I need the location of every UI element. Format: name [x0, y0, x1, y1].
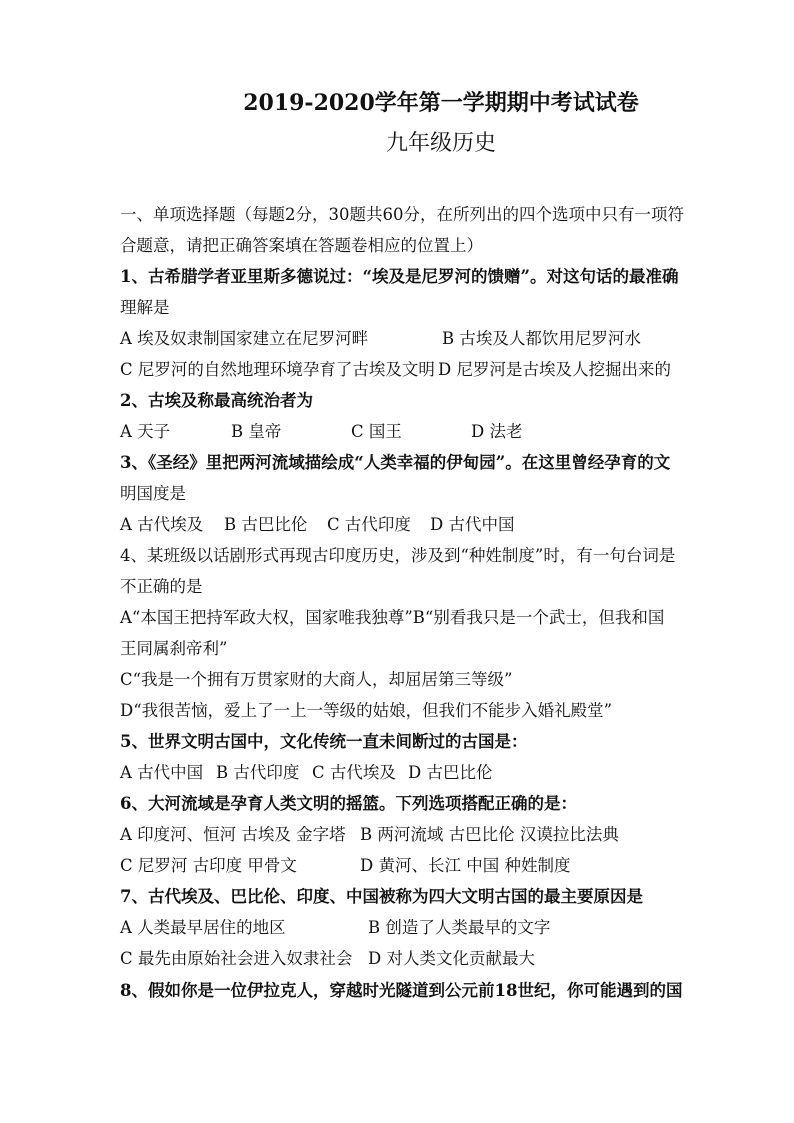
option-c: C 最先由原始社会进入奴隶社会: [120, 949, 353, 968]
option-b: B 两河流域 古巴比伦 汉谟拉比法典: [360, 825, 619, 844]
question-4-option-c: C“我是一个拥有万贯家财的大商人，却屈居第三等级”: [120, 670, 513, 689]
question-1-stem-line2: 理解是: [120, 298, 170, 317]
section-instructions-line2: 合题意，请把正确答案填在答题卷相应的位置上）: [120, 236, 483, 255]
option-d: D 尼罗河是古埃及人挖掘出来的: [438, 360, 671, 379]
question-1-options-row1: [120, 329, 641, 349]
question-1-options-row2: [120, 360, 671, 380]
option-b: B 古巴比伦: [224, 515, 308, 534]
option-c: C 尼罗河的自然地理环境孕育了古埃及文明: [120, 360, 435, 379]
question-7-stem: 7、古代埃及、巴比伦、印度、中国被称为四大文明古国的最主要原因是: [120, 887, 643, 906]
option-d: D 古代中国: [430, 515, 515, 534]
option-d: D 法老: [471, 422, 523, 441]
option-b: B 古埃及人都饮用尼罗河水: [442, 329, 641, 348]
question-4-option-b-cont: 王同属刹帝利”: [120, 639, 228, 658]
exam-subtitle: 九年级历史: [385, 131, 496, 156]
question-4-options-ab: [120, 608, 664, 628]
exam-title: 2019-2020学年第一学期期中考试试卷: [243, 90, 639, 116]
question-3-options: [120, 515, 514, 535]
question-6-options-row1: [120, 825, 619, 845]
question-8-stem: 8、假如你是一位伊拉克人，穿越时光隧道到公元前18世纪，你可能遇到的国: [120, 981, 683, 1000]
option-a: A 天子: [120, 422, 171, 441]
option-c: C 尼罗河 古印度 甲骨文: [120, 856, 297, 875]
question-7-options-row2: [120, 949, 535, 969]
option-a: A“本国王把持军政大权，国家唯我独尊”: [120, 608, 413, 627]
option-a: A 古代埃及: [120, 515, 204, 534]
question-7-options-row1: [120, 918, 550, 938]
option-d: D 古巴比伦: [408, 763, 493, 782]
question-4-stem-line1: 4、某班级以话剧形式再现古印度历史，涉及到“种姓制度”时，有一句台词是: [120, 546, 676, 565]
question-5-options: [120, 763, 492, 783]
option-c: C 古代印度: [327, 515, 411, 534]
question-6-stem: 6、大河流域是孕育人类文明的摇篮。下列选项搭配正确的是：: [120, 794, 577, 813]
section-instructions-line1: 一、单项选择题（每题2分，30题共60分，在所列出的四个选项中只有一项符: [120, 205, 684, 224]
option-c: C 古代埃及: [312, 763, 396, 782]
question-3-stem-line1: 3、《圣经》里把两河流域描绘成“人类幸福的伊甸园”。在这里曾经孕育的文: [120, 453, 671, 472]
option-d: D 黄河、长江 中国 种姓制度: [360, 856, 571, 875]
question-4-stem-line2: 不正确的是: [120, 577, 203, 596]
question-4-option-d: D“我很苦恼，爱上了一上一等级的姑娘，但我们不能步入婚礼殿堂”: [120, 701, 613, 720]
option-b: B“别看我只是一个武士，但我和国: [412, 608, 665, 627]
question-2-options: [120, 422, 522, 442]
option-a: A 人类最早居住的地区: [120, 918, 286, 937]
option-a: A 印度河、恒河 古埃及 金字塔: [120, 825, 346, 844]
option-d: D 对人类文化贡献最大: [368, 949, 535, 968]
question-3-stem-line2: 明国度是: [120, 484, 186, 503]
question-2-stem: 2、古埃及称最高统治者为: [120, 391, 313, 410]
option-a: A 古代中国: [120, 763, 204, 782]
option-b: B 皇帝: [231, 422, 282, 441]
option-c: C 国王: [351, 422, 402, 441]
question-6-options-row2: [120, 856, 570, 876]
option-b: B 古代印度: [216, 763, 300, 782]
question-5-stem: 5、世界文明古国中，文化传统一直未间断过的古国是：: [120, 732, 528, 751]
option-b: B 创造了人类最早的文字: [368, 918, 551, 937]
question-1-stem-line1: 1、古希腊学者亚里斯多德说过：“埃及是尼罗河的馈赠”。对这句话的最准确: [120, 267, 679, 286]
option-a: A 埃及奴隶制国家建立在尼罗河畔: [120, 329, 369, 348]
